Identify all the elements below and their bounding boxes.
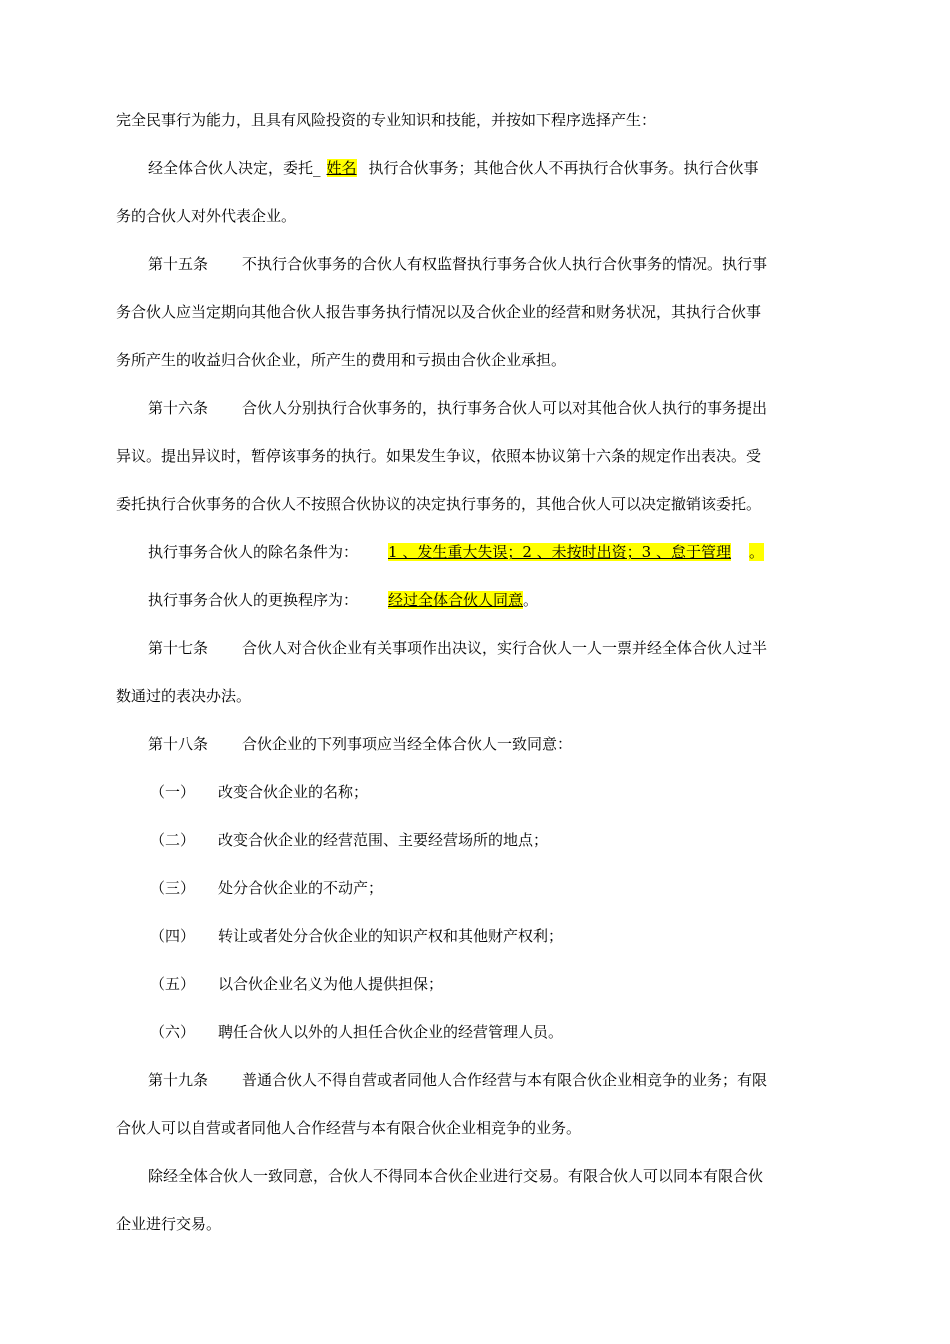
list-item-number: （二） — [150, 831, 196, 849]
list-item-text: 改变合伙企业的名称； — [218, 783, 369, 801]
article-15-line — [148, 254, 868, 274]
text-run: 。 — [523, 591, 539, 609]
partner-name-field[interactable] — [321, 158, 369, 178]
list-item-number: （五） — [150, 975, 196, 993]
text-run: 执行合伙事务；其他合伙人不再执行合伙事务。执行合伙事 — [368, 159, 759, 177]
article-label: 第十五条 — [148, 255, 209, 273]
text-run: _ — [313, 159, 321, 177]
replacement-procedure-value: 经过全体合伙人同意 — [388, 591, 524, 609]
removal-conditions-field[interactable] — [358, 542, 749, 562]
article-label: 第十七条 — [148, 639, 209, 657]
paragraph-line: 务合伙人应当定期向其他合伙人报告事务执行情况以及合伙企业的经营和财务状况，其执行合伙事 — [116, 303, 762, 321]
list-item — [150, 926, 870, 946]
partner-name-placeholder: 姓名 — [326, 159, 357, 177]
list-item — [150, 782, 870, 802]
field-label: 执行事务合伙人的更换程序为： — [148, 591, 359, 609]
paragraph-line — [148, 158, 868, 178]
text-run: 普通合伙人不得自营或者同他人合作经营与本有限合伙企业相竞争的业务；有限 — [242, 1071, 768, 1089]
text-run: 。 — [748, 543, 764, 561]
text-run: 合伙企业的下列事项应当经全体合伙人一致同意： — [242, 735, 573, 753]
list-item-text: 改变合伙企业的经营范围、主要经营场所的地点； — [218, 831, 549, 849]
list-item — [150, 1022, 870, 1042]
paragraph-line: 数通过的表决办法。 — [116, 687, 252, 705]
replacement-procedure-line — [148, 590, 868, 610]
text-run: 经全体合伙人决定，委托 — [148, 159, 314, 177]
article-17-line — [148, 638, 868, 658]
text-run: 合伙人对合伙企业有关事项作出决议，实行合伙人一人一票并经全体合伙人过半 — [242, 639, 768, 657]
list-item-text: 转让或者处分合伙企业的知识产权和其他财产权利； — [218, 927, 564, 945]
list-item — [150, 974, 870, 994]
paragraph-line: 除经全体合伙人一致同意，合伙人不得同本合伙企业进行交易。有限合伙人可以同本有限合伙 — [148, 1167, 764, 1185]
text-run: 合伙人分别执行合伙事务的，执行事务合伙人可以对其他合伙人执行的事务提出 — [242, 399, 768, 417]
paragraph-line: 异议。提出异议时，暂停该事务的执行。如果发生争议，依照本协议第十六条的规定作出表决。受 — [116, 447, 762, 465]
paragraph-line: 合伙人可以自营或者同他人合作经营与本有限合伙企业相竞争的业务。 — [116, 1119, 582, 1137]
list-item-number: （六） — [150, 1023, 196, 1041]
list-item-text: 以合伙企业名义为他人提供担保； — [218, 975, 444, 993]
list-item — [150, 878, 870, 898]
article-label: 第十九条 — [148, 1071, 209, 1089]
paragraph-line: 务的合伙人对外代表企业。 — [116, 207, 297, 225]
removal-conditions-value: 1 、发生重大失误；2 、未按时出资；3 、怠于管理 — [388, 543, 731, 561]
article-18-line — [148, 734, 868, 754]
replacement-procedure-field[interactable] — [358, 590, 523, 610]
list-item-number: （三） — [150, 879, 196, 897]
article-label: 第十八条 — [148, 735, 209, 753]
list-item-number: （四） — [150, 927, 196, 945]
list-item — [150, 830, 870, 850]
paragraph-line: 完全民事行为能力，且具有风险投资的专业知识和技能，并按如下程序选择产生： — [116, 111, 657, 129]
paragraph-line: 务所产生的收益归合伙企业，所产生的费用和亏损由合伙企业承担。 — [116, 351, 567, 369]
list-item-text: 聘任合伙人以外的人担任合伙企业的经营管理人员。 — [218, 1023, 564, 1041]
list-item-number: （一） — [150, 783, 196, 801]
article-19-line — [148, 1070, 868, 1090]
article-label: 第十六条 — [148, 399, 209, 417]
paragraph-line: 企业进行交易。 — [116, 1215, 222, 1233]
list-item-text: 处分合伙企业的不动产； — [218, 879, 384, 897]
text-run: 不执行合伙事务的合伙人有权监督执行事务合伙人执行合伙事务的情况。执行事 — [242, 255, 768, 273]
paragraph-line: 委托执行合伙事务的合伙人不按照合伙协议的决定执行事务的，其他合伙人可以决定撤销该委托。 — [116, 495, 762, 513]
removal-conditions-line — [148, 542, 868, 562]
article-16-line — [148, 398, 868, 418]
field-label: 执行事务合伙人的除名条件为： — [148, 543, 359, 561]
